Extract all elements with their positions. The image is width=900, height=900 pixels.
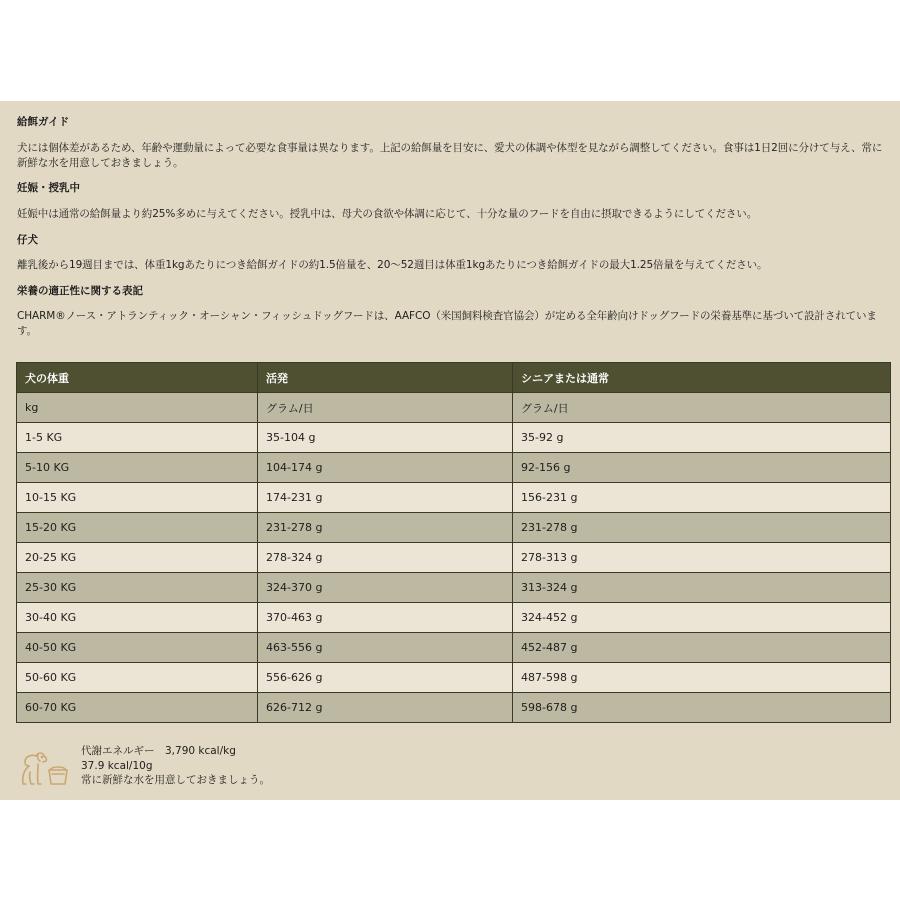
water-note: 常に新鮮な水を用意しておきましょう。 [81, 774, 270, 786]
puppy-heading: 仔犬 [17, 234, 38, 246]
table-row [17, 423, 891, 453]
weight-cell: 25-30 KG [17, 573, 258, 603]
puppy-text: 離乳後から19週目までは、体重1kgあたりにつき給餌ガイドの約1.5倍量を、20〜52週目は体重1kgあたりにつき給餌ガイドの最大1.25倍量を与えてください。 [17, 259, 768, 271]
active-cell: 278-324 g [258, 543, 513, 573]
senior-cell: 156-231 g [513, 483, 891, 513]
energy-text-block [81, 744, 270, 788]
table-row [17, 513, 891, 543]
dog-with-bowl-icon [16, 748, 72, 788]
feeding-table [16, 362, 891, 723]
table-row [17, 453, 891, 483]
active-cell: 174-231 g [258, 483, 513, 513]
pregnancy-heading: 妊娠・授乳中 [17, 182, 80, 194]
senior-cell: 452-487 g [513, 633, 891, 663]
energy-info [16, 744, 416, 794]
active-cell: 370-463 g [258, 603, 513, 633]
weight-cell: 30-40 KG [17, 603, 258, 633]
table-row [17, 483, 891, 513]
senior-cell: 487-598 g [513, 663, 891, 693]
energy-per-10g: 37.9 kcal/10g [81, 759, 153, 772]
active-cell: 463-556 g [258, 633, 513, 663]
weight-cell: 20-25 KG [17, 543, 258, 573]
senior-cell: 598-678 g [513, 693, 891, 723]
active-cell: 626-712 g [258, 693, 513, 723]
active-cell: 324-370 g [258, 573, 513, 603]
senior-cell: 324-452 g [513, 603, 891, 633]
table-row [17, 663, 891, 693]
active-cell: 231-278 g [258, 513, 513, 543]
nutrition-statement-text: CHARM®ノース・アトランティック・オーシャン・フィッシュドッグフードは、AAFCO（米国飼料検査官協会）が定める全年齢向けドッグフードの栄養基準に基づいて設計されています。 [17, 310, 877, 337]
weight-cell: 5-10 KG [17, 453, 258, 483]
column-header-weight: 犬の体重 [17, 363, 258, 393]
senior-cell: 35-92 g [513, 423, 891, 453]
weight-cell: 10-15 KG [17, 483, 258, 513]
senior-cell: 92-156 g [513, 453, 891, 483]
pregnancy-text: 妊娠中は通常の給餌量より約25%多めに与えてください。授乳中は、母犬の食欲や体調に応じて、十分な量のフードを自由に摂取できるようにしてください。 [17, 208, 758, 220]
weight-cell: 15-20 KG [17, 513, 258, 543]
senior-cell: 231-278 g [513, 513, 891, 543]
active-cell: 556-626 g [258, 663, 513, 693]
table-row [17, 693, 891, 723]
active-cell: 35-104 g [258, 423, 513, 453]
table-units-row [17, 393, 891, 423]
metabolic-energy: 代謝エネルギー 3,790 kcal/kg [81, 745, 236, 757]
active-cell: 104-174 g [258, 453, 513, 483]
weight-cell: 60-70 KG [17, 693, 258, 723]
unit-cell: グラム/日 [513, 393, 891, 423]
weight-cell: 40-50 KG [17, 633, 258, 663]
table-row [17, 633, 891, 663]
column-header-senior: シニアまたは通常 [513, 363, 891, 393]
unit-cell: グラム/日 [258, 393, 513, 423]
table-row [17, 543, 891, 573]
column-header-active: 活発 [258, 363, 513, 393]
senior-cell: 313-324 g [513, 573, 891, 603]
feeding-guide-panel [0, 101, 900, 800]
table-row [17, 603, 891, 633]
unit-cell: kg [17, 393, 258, 423]
senior-cell: 278-313 g [513, 543, 891, 573]
feeding-guide-text: 犬には個体差があるため、年齢や運動量によって必要な食事量は異なります。上記の給餌量を目安に、愛犬の体調や体型を見ながら調整してください。食事は1日2回に分けて与え、常に新鮮な水を用意しておきましょう。 [17, 142, 883, 169]
feeding-guide-heading: 給餌ガイド [17, 116, 70, 128]
weight-cell: 50-60 KG [17, 663, 258, 693]
table-row [17, 573, 891, 603]
table-header-row [17, 363, 891, 393]
nutrition-statement-heading: 栄養の適正性に関する表記 [17, 285, 143, 297]
weight-cell: 1-5 KG [17, 423, 258, 453]
